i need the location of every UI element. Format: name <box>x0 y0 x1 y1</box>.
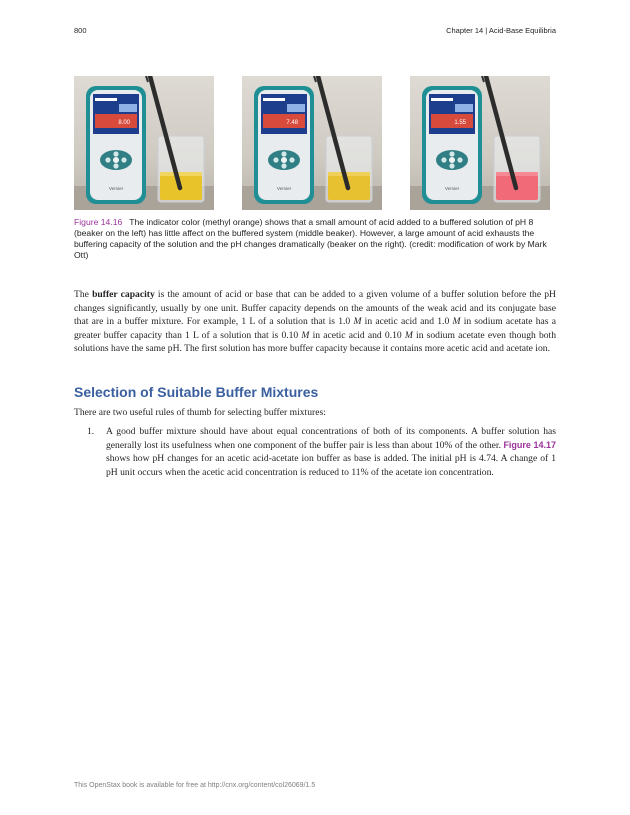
photo-right-beaker <box>410 76 550 210</box>
figure-label: Figure 14.16 <box>74 217 123 227</box>
electrode-cable <box>482 76 484 82</box>
keypad-button <box>113 151 118 156</box>
ph-reading: 8.00 <box>118 120 130 126</box>
keypad-button <box>273 157 278 162</box>
meter-brand: Vernier <box>444 186 460 191</box>
screen-side-panel <box>455 104 473 112</box>
beaker <box>158 136 204 202</box>
screen-title-bar <box>431 98 453 101</box>
rules-list <box>74 425 556 479</box>
keypad-button <box>105 157 110 162</box>
screen-reading-panel <box>263 114 305 128</box>
photo-left-beaker <box>74 76 214 210</box>
keypad-center-button <box>449 157 455 163</box>
keypad-button <box>121 157 126 162</box>
keypad-center-button <box>281 157 287 163</box>
running-header: Chapter 14 | Acid-Base Equilibria <box>446 26 556 35</box>
electrode-cable <box>146 76 148 82</box>
list-item-number: 1. <box>87 426 95 437</box>
ph-meter <box>86 86 146 204</box>
screen-reading-panel <box>95 114 137 128</box>
rules-intro-paragraph: There are two useful rules of thumb for selecting buffer mixtures: <box>74 407 326 418</box>
solution-surface <box>328 172 370 176</box>
beaker <box>494 136 540 202</box>
figure-caption-text: The indicator color (methyl orange) shows that a small amount of acid added to a buffered solution of pH 8 (beaker on the left) has little affect on the buffered system (middle beaker). However, a large amount of acid exhausts the buffering capacity of the solution and the pH changes dramatically (beaker on the right). (credit: modification of work by Mark Ott) <box>74 217 547 260</box>
photo-middle-beaker <box>242 76 382 210</box>
ph-meter <box>254 86 314 204</box>
figure-caption <box>74 217 556 261</box>
keypad-button <box>449 163 454 168</box>
meter-brand: Vernier <box>108 186 124 191</box>
beaker <box>326 136 372 202</box>
solution-surface <box>496 172 538 176</box>
keypad-button <box>281 163 286 168</box>
keypad-button <box>441 157 446 162</box>
footer-note: This OpenStax book is available for free at http://cnx.org/content/col26069/1.5 <box>74 782 316 789</box>
list-item: 1. A good buffer mixture should have about equal concentrations of both of its components. A buffer solution has generally lost its usefulness when one component of the buffer pair is less than about 10% of the other. Figure 14.17 shows how pH changes for an acetic acid-acetate ion buffer as base is added. The initial pH is 4.74. A change of 1 pH unit occurs when the acetic acid concentration is reduced to 11% of the acetate ion concentration. <box>87 426 556 478</box>
screen-title-bar <box>263 98 285 101</box>
ph-reading: 7.48 <box>286 120 298 126</box>
solution-surface <box>160 172 202 176</box>
ph-meter <box>422 86 482 204</box>
figure-14-17-link[interactable]: Figure 14.17 <box>503 439 556 450</box>
keypad-center-button <box>113 157 119 163</box>
electrode-cable <box>314 76 316 82</box>
meter-brand: Vernier <box>276 186 292 191</box>
keypad-button <box>457 157 462 162</box>
screen-reading-panel <box>431 114 473 128</box>
keypad-button <box>289 157 294 162</box>
keypad-button <box>113 163 118 168</box>
page-number: 800 <box>74 26 87 35</box>
screen-title-bar <box>95 98 117 101</box>
screen-side-panel <box>119 104 137 112</box>
buffer-capacity-paragraph: The buffer capacity is the amount of acid or base that can be added to a given volume of a buffer solution before the pH changes significantly, usually by one unit. Buffer capacity depends on the amounts of the weak acid and its conjugate base that are in a buffer mixture. For example, 1 L of a solution that is 1.0 M in acetic acid and 1.0 M in sodium acetate has a greater buffer capacity than 1 L of a solution that is 0.10 M in acetic acid and 0.10 M in sodium acetate even though both solutions have the same pH. The first solution has more buffer capacity because it contains more acetic acid and acetate ion. <box>74 289 557 354</box>
section-heading: Selection of Suitable Buffer Mixtures <box>74 384 319 400</box>
keypad-button <box>281 151 286 156</box>
ph-reading: 1.55 <box>454 120 466 126</box>
figure-14-16-photos <box>74 76 556 210</box>
term-buffer-capacity: buffer capacity <box>92 289 155 300</box>
keypad-button <box>449 151 454 156</box>
screen-side-panel <box>287 104 305 112</box>
